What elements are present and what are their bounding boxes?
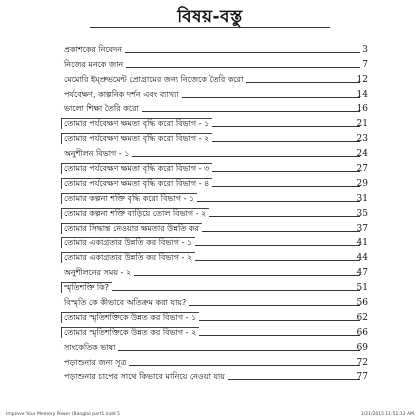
toc-leader-line xyxy=(132,156,360,157)
toc-entry-title: তোমার কল্পনা শক্তি বাড়িয়ে তোল বিভাগ - ২ xyxy=(61,208,209,219)
toc-page-number: 47 xyxy=(356,268,368,279)
toc-entry-title: বিস্মৃতি কে কীভাবে অতিক্রম করা যায়? xyxy=(64,298,189,308)
toc-entry xyxy=(64,189,368,204)
toc-entry-title: তোমার পর্যবেক্ষণ ক্ষমতা বৃদ্ধি করো বিভাগ - ১ xyxy=(61,118,212,129)
toc-leader-line xyxy=(209,216,360,217)
toc-leader-line xyxy=(112,290,360,291)
toc-entry-title: তোমার সিদ্ধান্ত নেওয়ার ক্ষমতার উন্নতি কর xyxy=(61,223,202,234)
toc-leader-line xyxy=(212,126,360,127)
toc-entry xyxy=(64,144,368,160)
toc-leader-line xyxy=(118,350,360,351)
toc-entry-title: পর্যবেক্ষণ, কাল্পনিক দর্শন এবং ব্যাখ্যা xyxy=(64,90,182,100)
toc-leader-line xyxy=(212,141,360,142)
toc-page-number: 21 xyxy=(356,119,368,130)
toc-page-number: 69 xyxy=(356,342,368,353)
toc-entry-title: ভালো শিক্ষা তৈরি করো xyxy=(64,104,142,114)
toc-leader-line xyxy=(126,67,360,68)
toc-leader-line xyxy=(189,305,360,306)
toc-entry-title: পড়াশুনার চাপের সাথে কিভাবে মানিয়ে নেওয়া যায় xyxy=(64,372,228,382)
toc-entry-title: তোমার কল্পনা শক্তি বৃদ্ধি করো বিভাগ - ১ xyxy=(61,193,197,204)
toc-entry xyxy=(64,248,368,264)
toc-leader-line xyxy=(195,260,360,261)
toc-entry xyxy=(64,204,368,219)
toc-page-number: 14 xyxy=(356,89,368,100)
toc-leader-line xyxy=(142,111,360,112)
toc-entry xyxy=(64,40,368,55)
toc-entry-title: প্রকাশকের নিবেদন xyxy=(64,45,125,55)
toc-page-number: 35 xyxy=(356,208,368,219)
footer-file-name: Improve Your Memory Power (Bangla) part1.indd 5 xyxy=(6,412,120,417)
toc-entry xyxy=(64,114,368,130)
toc-leader-line xyxy=(246,82,360,83)
toc-page-number: 27 xyxy=(356,164,368,175)
toc-entry xyxy=(64,219,368,234)
toc-entry xyxy=(64,174,368,189)
toc-entry xyxy=(64,278,368,294)
toc-page-number: 72 xyxy=(356,357,368,368)
toc-leader-line xyxy=(228,379,360,380)
toc-page-number: 29 xyxy=(356,178,368,189)
toc-page-number: 51 xyxy=(356,283,368,294)
toc-entry-title: তোমার পর্যবেক্ষণ ক্ষমতা বৃদ্ধি করো বিভাগ - ৪ xyxy=(61,178,212,189)
toc-entry xyxy=(64,85,368,100)
toc-entry-title: তোমার স্মৃতিশক্তিকে উন্নত কর বিভাগ - ১ xyxy=(61,312,199,323)
toc-entry xyxy=(64,100,368,115)
toc-entry xyxy=(64,159,368,175)
toc-leader-line xyxy=(182,97,360,98)
toc-entry xyxy=(64,293,368,309)
page-footer xyxy=(6,412,414,417)
toc-leader-line xyxy=(199,320,360,321)
toc-page-number: 41 xyxy=(356,238,368,249)
toc-entry xyxy=(64,55,368,70)
footer-timestamp: 1/21/2015 11:51:12 AM xyxy=(360,412,414,417)
toc-entry-title: তোমার স্মৃতিশক্তিকে উন্নত কর বিভাগ - ২ xyxy=(61,327,199,338)
toc-page-number: 3 xyxy=(362,44,368,55)
toc-leader-line xyxy=(129,365,360,366)
toc-entry-title: পড়াশুনার জন্য সূত্র xyxy=(64,358,129,368)
page-title: বিষয়-বস্তু xyxy=(177,7,243,27)
toc-entry xyxy=(64,353,368,368)
toc-leader-line xyxy=(197,201,360,202)
toc-leader-line xyxy=(202,231,360,232)
toc-entry xyxy=(64,338,368,353)
toc-entry-title: অনুশীলন বিভাগ - ১ xyxy=(64,149,132,159)
toc-page-number: 44 xyxy=(356,253,368,264)
toc-entry xyxy=(64,368,368,383)
toc-page-number: 24 xyxy=(356,149,368,160)
toc-page-number: 77 xyxy=(356,372,368,383)
toc-leader-line xyxy=(195,245,360,246)
toc-page-number: 12 xyxy=(356,74,368,85)
toc-page-number: 16 xyxy=(356,104,368,115)
toc-page-number: 66 xyxy=(356,327,368,338)
toc-page-number: 62 xyxy=(356,312,368,323)
toc-entry xyxy=(64,129,368,145)
toc-page-number: 56 xyxy=(356,298,368,309)
toc-entry xyxy=(64,263,368,279)
toc-leader-line xyxy=(199,335,360,336)
toc-entry-title: স্মৃতিশক্তি কি? xyxy=(61,282,112,293)
toc-entry-title: মেমোরি ইম্প্রুভমেন্ট প্রোগ্রামের জন্য নিজেকে তৈরি করো xyxy=(64,75,246,85)
toc-entry xyxy=(64,308,368,323)
toc-entry-title: তোমার একাগ্রতার উন্নতি কর বিভাগ - ২ xyxy=(61,252,195,263)
title-divider xyxy=(90,27,330,28)
toc-leader-line xyxy=(134,275,360,276)
toc-page-number: 31 xyxy=(356,193,368,204)
toc-leader-line xyxy=(212,186,360,187)
toc-page-number: 7 xyxy=(362,59,368,70)
toc-entry-title: তোমার একাগ্রতার উন্নতি কর বিভাগ - ১ xyxy=(61,237,195,248)
toc-entry-title: তোমার পর্যবেক্ষণ ক্ষমতা বৃদ্ধি করো বিভাগ - ২ xyxy=(61,133,212,144)
toc-entry xyxy=(64,70,368,85)
toc-leader-line xyxy=(125,52,360,53)
toc-page-number: 37 xyxy=(356,223,368,234)
toc-entry-title: অনুশীলনের সময় - ২ xyxy=(64,268,134,278)
table-of-contents xyxy=(64,40,368,383)
toc-entry-title: সাংকেতিক ভাষা xyxy=(64,343,118,353)
toc-entry xyxy=(64,323,368,338)
toc-entry xyxy=(64,234,368,249)
toc-entry-title: তোমার পর্যবেক্ষণ ক্ষমতা বৃদ্ধি করো বিভাগ - ৩ xyxy=(61,163,212,174)
toc-page-number: 23 xyxy=(356,134,368,145)
toc-entry-title: নিজের মনকে জান xyxy=(64,60,126,70)
toc-leader-line xyxy=(212,171,360,172)
